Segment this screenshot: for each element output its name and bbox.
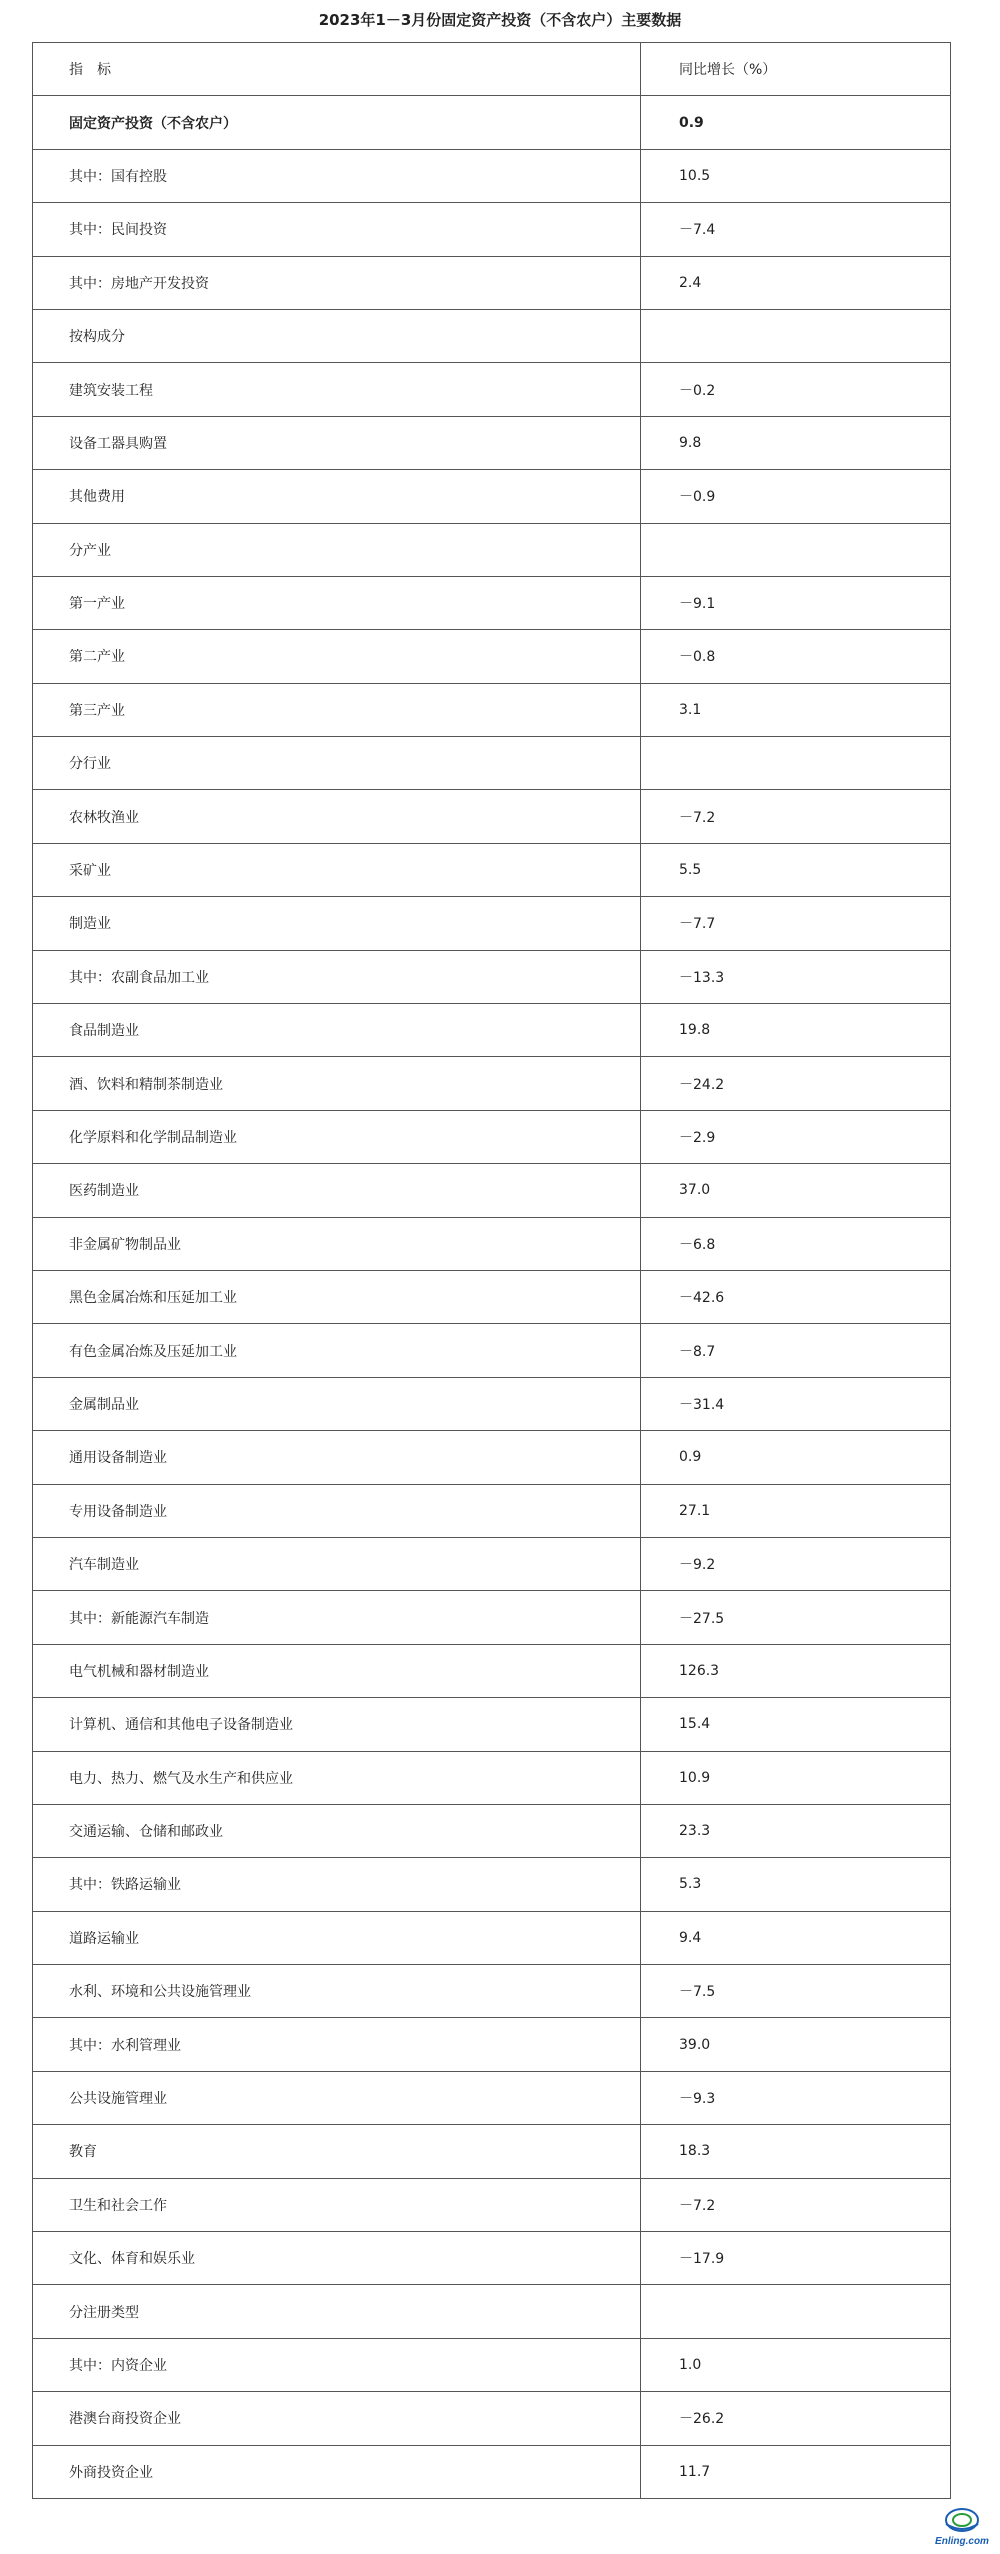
row-indicator: 其中：铁路运输业 <box>33 1858 641 1911</box>
row-growth-value: 15.4 <box>641 1698 951 1751</box>
row-indicator: 电力、热力、燃气及水生产和供应业 <box>33 1751 641 1804</box>
table-row <box>33 1858 951 1911</box>
table-row <box>33 2338 951 2391</box>
row-growth-value: 126.3 <box>641 1644 951 1697</box>
row-indicator: 汽车制造业 <box>33 1537 641 1590</box>
site-logo-icon <box>946 2509 978 2531</box>
row-indicator: 其中：国有控股 <box>33 149 641 202</box>
row-indicator: 非金属矿物制品业 <box>33 1217 641 1270</box>
watermark-logo <box>932 2504 992 2550</box>
row-indicator: 其中：新能源汽车制造 <box>33 1591 641 1644</box>
row-growth-value: －0.9 <box>641 470 951 523</box>
table-row <box>33 470 951 523</box>
table-row <box>33 2445 951 2498</box>
table-row <box>33 1270 951 1323</box>
row-indicator: 金属制品业 <box>33 1377 641 1430</box>
row-growth-value: －7.2 <box>641 790 951 843</box>
row-indicator: 交通运输、仓储和邮政业 <box>33 1804 641 1857</box>
row-indicator: 其他费用 <box>33 470 641 523</box>
table-row <box>33 2071 951 2124</box>
row-indicator: 道路运输业 <box>33 1911 641 1964</box>
row-growth-value: 11.7 <box>641 2445 951 2498</box>
row-indicator: 其中：民间投资 <box>33 203 641 256</box>
table-row <box>33 363 951 416</box>
table-row <box>33 843 951 896</box>
row-indicator: 酒、饮料和精制茶制造业 <box>33 1057 641 1110</box>
row-growth-value: －31.4 <box>641 1377 951 1430</box>
table-row <box>33 630 951 683</box>
row-growth-value: 27.1 <box>641 1484 951 1537</box>
row-indicator: 分注册类型 <box>33 2285 641 2338</box>
row-growth-value <box>641 309 951 362</box>
row-indicator: 其中：水利管理业 <box>33 2018 641 2071</box>
row-growth-value: －9.2 <box>641 1537 951 1590</box>
table-row <box>33 683 951 736</box>
table-row <box>33 2232 951 2285</box>
row-growth-value: －7.7 <box>641 897 951 950</box>
table-row <box>33 1644 951 1697</box>
table-row <box>33 1057 951 1110</box>
table-row <box>33 1537 951 1590</box>
row-indicator: 分产业 <box>33 523 641 576</box>
row-indicator: 建筑安装工程 <box>33 363 641 416</box>
row-indicator: 设备工器具购置 <box>33 416 641 469</box>
row-indicator: 制造业 <box>33 897 641 950</box>
table-row <box>33 1324 951 1377</box>
row-growth-value: －26.2 <box>641 2392 951 2445</box>
table-row <box>33 416 951 469</box>
investment-table <box>32 42 951 2499</box>
row-growth-value: 1.0 <box>641 2338 951 2391</box>
table-row <box>33 2018 951 2071</box>
table-row <box>33 96 951 149</box>
row-indicator: 电气机械和器材制造业 <box>33 1644 641 1697</box>
header-growth: 同比增长（%） <box>641 43 951 96</box>
table-row <box>33 523 951 576</box>
table-row <box>33 897 951 950</box>
row-indicator: 化学原料和化学制品制造业 <box>33 1110 641 1163</box>
row-indicator: 其中：内资企业 <box>33 2338 641 2391</box>
row-growth-value: －27.5 <box>641 1591 951 1644</box>
row-growth-value: －6.8 <box>641 1217 951 1270</box>
table-row <box>33 576 951 629</box>
row-growth-value: 39.0 <box>641 2018 951 2071</box>
table-row <box>33 2178 951 2231</box>
row-indicator: 外商投资企业 <box>33 2445 641 2498</box>
table-row <box>33 1431 951 1484</box>
row-growth-value: 18.3 <box>641 2125 951 2178</box>
row-growth-value: －7.2 <box>641 2178 951 2231</box>
row-indicator: 计算机、通信和其他电子设备制造业 <box>33 1698 641 1751</box>
row-growth-value: －8.7 <box>641 1324 951 1377</box>
row-growth-value: －0.8 <box>641 630 951 683</box>
row-growth-value <box>641 737 951 790</box>
row-growth-value: －9.3 <box>641 2071 951 2124</box>
row-growth-value: 3.1 <box>641 683 951 736</box>
row-growth-value: －0.2 <box>641 363 951 416</box>
row-indicator: 食品制造业 <box>33 1004 641 1057</box>
table-row <box>33 1698 951 1751</box>
row-growth-value: －7.5 <box>641 1965 951 2018</box>
row-indicator: 农林牧渔业 <box>33 790 641 843</box>
row-growth-value <box>641 2285 951 2338</box>
row-growth-value: 5.5 <box>641 843 951 896</box>
row-indicator: 文化、体育和娱乐业 <box>33 2232 641 2285</box>
row-growth-value: 10.5 <box>641 149 951 202</box>
table-row <box>33 2285 951 2338</box>
row-growth-value: 10.9 <box>641 1751 951 1804</box>
row-indicator: 医药制造业 <box>33 1164 641 1217</box>
row-growth-value: 23.3 <box>641 1804 951 1857</box>
row-growth-value: 2.4 <box>641 256 951 309</box>
table-row <box>33 1164 951 1217</box>
row-indicator: 按构成分 <box>33 309 641 362</box>
table-row <box>33 1965 951 2018</box>
table-row <box>33 1004 951 1057</box>
row-growth-value: －24.2 <box>641 1057 951 1110</box>
row-indicator: 固定资产投资（不含农户） <box>33 96 641 149</box>
row-growth-value: －2.9 <box>641 1110 951 1163</box>
row-indicator: 第一产业 <box>33 576 641 629</box>
table-row <box>33 790 951 843</box>
row-growth-value: 37.0 <box>641 1164 951 1217</box>
row-indicator: 有色金属冶炼及压延加工业 <box>33 1324 641 1377</box>
row-growth-value: 9.4 <box>641 1911 951 1964</box>
row-growth-value: －17.9 <box>641 2232 951 2285</box>
row-growth-value: 0.9 <box>641 96 951 149</box>
table-row <box>33 1751 951 1804</box>
table-row <box>33 737 951 790</box>
row-indicator: 教育 <box>33 2125 641 2178</box>
table-row <box>33 309 951 362</box>
table-row <box>33 149 951 202</box>
table-row <box>33 1110 951 1163</box>
table-header-row <box>33 43 951 96</box>
table-row <box>33 256 951 309</box>
row-indicator: 第二产业 <box>33 630 641 683</box>
table-row <box>33 950 951 1003</box>
row-indicator: 通用设备制造业 <box>33 1431 641 1484</box>
table-row <box>33 1377 951 1430</box>
table-row <box>33 1484 951 1537</box>
row-indicator: 黑色金属冶炼和压延加工业 <box>33 1270 641 1323</box>
row-indicator: 采矿业 <box>33 843 641 896</box>
row-growth-value: 19.8 <box>641 1004 951 1057</box>
row-indicator: 专用设备制造业 <box>33 1484 641 1537</box>
row-indicator: 其中：农副食品加工业 <box>33 950 641 1003</box>
page-title: 2023年1－3月份固定资产投资（不含农户）主要数据 <box>318 11 682 29</box>
table-row <box>33 1911 951 1964</box>
table-row <box>33 1217 951 1270</box>
row-growth-value: 0.9 <box>641 1431 951 1484</box>
row-growth-value: －13.3 <box>641 950 951 1003</box>
table-row <box>33 2392 951 2445</box>
row-growth-value <box>641 523 951 576</box>
table-row <box>33 1804 951 1857</box>
row-indicator: 港澳台商投资企业 <box>33 2392 641 2445</box>
row-indicator: 分行业 <box>33 737 641 790</box>
watermark-text: Enling.com <box>935 2536 989 2547</box>
row-growth-value: －9.1 <box>641 576 951 629</box>
row-growth-value: 9.8 <box>641 416 951 469</box>
row-indicator: 水利、环境和公共设施管理业 <box>33 1965 641 2018</box>
row-indicator: 第三产业 <box>33 683 641 736</box>
row-growth-value: －7.4 <box>641 203 951 256</box>
row-growth-value: 5.3 <box>641 1858 951 1911</box>
table-row <box>33 203 951 256</box>
row-indicator: 公共设施管理业 <box>33 2071 641 2124</box>
header-indicator: 指 标 <box>33 43 641 96</box>
row-indicator: 其中：房地产开发投资 <box>33 256 641 309</box>
table-row <box>33 2125 951 2178</box>
row-growth-value: －42.6 <box>641 1270 951 1323</box>
row-indicator: 卫生和社会工作 <box>33 2178 641 2231</box>
table-row <box>33 1591 951 1644</box>
